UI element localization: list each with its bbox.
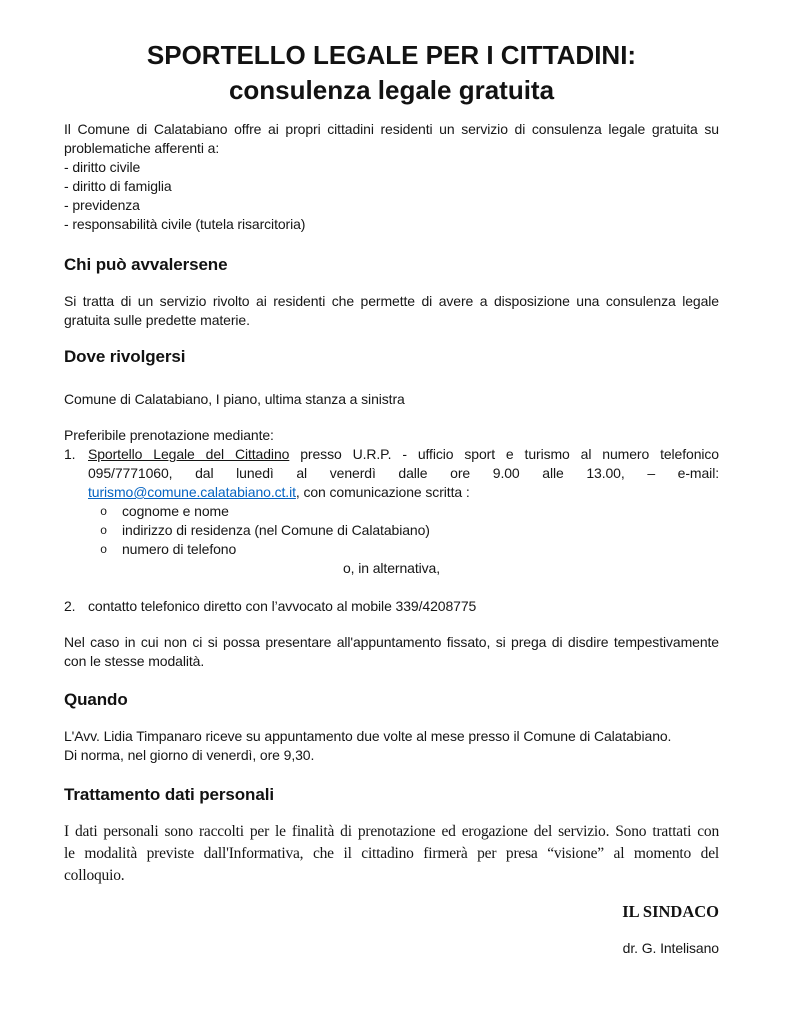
service-name-underlined: Sportello Legale del Cittadino [88,446,290,462]
section-heading-who: Chi può avvalersene [64,255,228,274]
office-address: Comune di Calatabiano, I piano, ultima stanza a sinistra [64,391,405,407]
alternative-separator: o, in alternativa, [342,560,441,576]
option1-line-1 [88,445,719,464]
option1-line-3-rest: , con comunicazione scritta : [295,484,470,500]
privacy-paragraph [64,821,719,887]
topic-item: - diritto di famiglia [64,178,172,194]
booking-intro: Preferibile prenotazione mediante: [64,427,274,443]
list-number-1: 1. [64,446,76,462]
intro-line-2: problematiche afferenti a: [64,140,220,156]
cancellation-line-2: con le stesse modalità. [64,653,205,669]
requirement-item [64,521,719,540]
privacy-line-2: le modalità previste dall'Informativa, che il cittadino firmerà per presa “visione” al momento del [64,845,719,862]
option1-line-1-rest: presso U.R.P. - ufficio sport e turismo al numero telefonico [289,446,719,462]
topic-item: - diritto civile [64,159,141,175]
option2-text: contatto telefonico diretto con l’avvocato al mobile 339/4208775 [88,598,477,614]
privacy-line-1: I dati personali sono raccolti per le finalità di prenotazione ed erogazione del servizio. Sono trattati con [64,823,719,840]
topic-item: - previdenza [64,197,140,213]
circle-bullet-icon: o [100,524,108,538]
privacy-line-3: colloquio. [64,867,125,884]
when-line-2: Di norma, nel giorno di venerdì, ore 9,30. [64,747,315,763]
cancellation-paragraph [64,633,719,671]
section-heading-where: Dove rivolgersi [64,347,186,366]
when-line-1: L'Avv. Lidia Timpanaro riceve su appuntamento due volte al mese presso il Comune di Calatabiano. [64,728,672,744]
who-paragraph [64,292,719,330]
circle-bullet-icon: o [100,543,108,557]
page-title [64,38,719,108]
requirement-item [64,502,719,521]
circle-bullet-icon: o [100,505,108,519]
option1-line-3 [88,483,719,502]
signature-role: IL SINDACO [622,902,719,921]
option1-line-2: 095/7771060, dal lunedì al venerdì dalle ore 9.00 alle 13.00, – e-mail: [88,465,719,481]
booking-option-2 [64,597,719,616]
signature-name: dr. G. Intelisano [622,940,719,956]
title-line-1: SPORTELLO LEGALE PER I CITTADINI: [146,40,637,70]
booking-option-1 [64,445,719,559]
who-line-2: gratuita sulle predette materie. [64,312,250,328]
when-paragraph [64,727,719,765]
email-link[interactable]: turismo@comune.calatabiano.ct.it [88,484,296,500]
requirement-label: cognome e nome [122,503,229,519]
requirement-label: numero di telefono [122,541,237,557]
intro-line-1: Il Comune di Calatabiano offre ai propri cittadini residenti un servizio di consulenza legale gratuita su [64,121,719,137]
topic-item: - responsabilità civile (tutela risarcitoria) [64,216,306,232]
intro-paragraph [64,120,719,234]
requirement-item [64,540,719,559]
requirement-label: indirizzo di residenza (nel Comune di Calatabiano) [122,522,430,538]
title-line-2: consulenza legale gratuita [228,75,555,105]
cancellation-line-1: Nel caso in cui non ci si possa presentare all'appuntamento fissato, si prega di disdire tempestivamente [64,634,719,650]
section-heading-when: Quando [64,690,128,709]
section-heading-privacy: Trattamento dati personali [64,785,274,804]
list-number-2: 2. [64,598,76,614]
who-line-1: Si tratta di un servizio rivolto ai residenti che permette di avere a disposizione una consulenza legale [64,293,719,309]
